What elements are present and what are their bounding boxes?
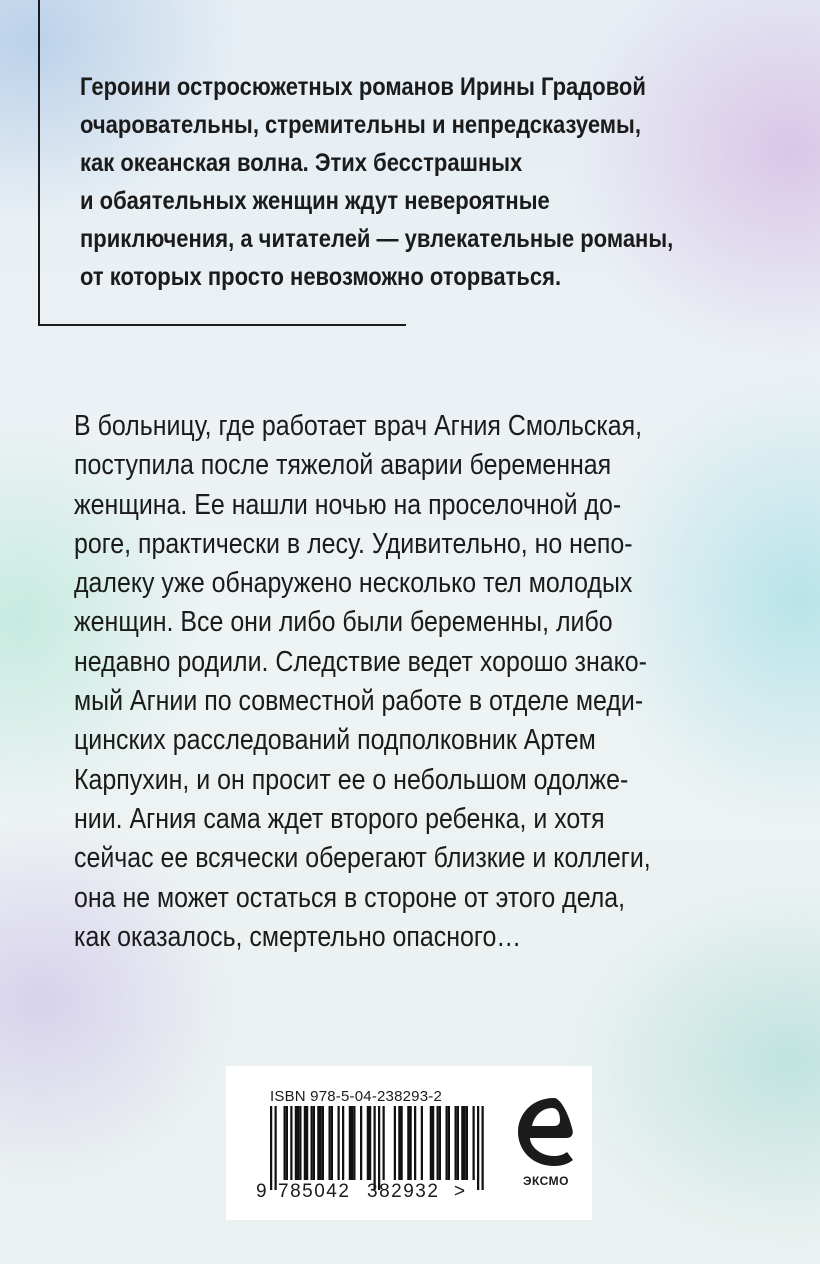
annotation-line: как оказалось, смертельно опасного… [74,920,522,953]
barcode-bar [437,1106,439,1180]
teaser-line: как океанская волна. Этих бесстрашных [80,149,523,177]
annotation-line: сейчас ее всячески оберегают близкие и коллеги, [74,842,651,875]
barcode-bar [421,1106,423,1180]
teaser-line: от которых просто невозможно оторваться. [80,263,562,291]
barcode-bar [448,1106,450,1180]
frame-horizontal-line [38,324,406,326]
barcode-bar [313,1106,315,1180]
barcode-bar [394,1106,396,1180]
barcode-bar [367,1106,369,1180]
barcode-bar [432,1106,434,1180]
barcode-bar [270,1106,272,1190]
teaser-line: очаровательны, стремительны и непредсказуемы, [80,111,641,139]
barcode-bar [401,1106,403,1180]
publisher-logo [510,1092,582,1192]
publisher-name: ЭКСМО [522,1174,570,1188]
isbn-label: ISBN 978-5-04-238293-2 [270,1088,443,1105]
barcode-quiet-mark: > [454,1181,467,1202]
annotation-line: женщин. Все они либо были беременны, либо [74,606,613,639]
barcode-bar [275,1106,277,1190]
barcode-bar [455,1106,457,1180]
barcode-bar [410,1106,412,1180]
barcode-bar [290,1106,292,1180]
barcode-bar [414,1106,416,1180]
barcode-bar [351,1106,353,1180]
barcode-bar [338,1106,340,1180]
barcode-bar [482,1106,484,1190]
eksmo-wave-icon [510,1092,582,1172]
barcode-bar [398,1106,400,1180]
barcode-bar [374,1106,376,1190]
barcode-bar [446,1106,448,1180]
barcode-bar [349,1106,351,1180]
barcode-bar [439,1106,441,1180]
book-annotation [74,407,820,957]
teaser-line: и обаятельных женщин ждут невероятные [80,187,550,215]
teaser-line: приключения, а читателей — увлекательные романы, [80,225,674,253]
teaser-line: Героини остросюжетных романов Ирины Градовой [80,73,646,101]
barcode-bar [477,1106,479,1190]
barcode-bar [430,1106,432,1180]
barcode-bar [466,1106,468,1180]
barcode-bar [297,1106,299,1180]
barcode-bar [331,1106,333,1180]
barcode-bar [369,1106,371,1180]
barcode-bar [320,1106,322,1180]
barcode-first-digit: 9 [256,1181,269,1202]
annotation-line: нии. Агния сама ждет второго ребенка, и хотя [74,802,605,835]
series-teaser [80,68,780,296]
annotation-line: далеку уже обнаружено несколько тел молодых [74,567,633,600]
annotation-line: женщина. Ее нашли ночью на проселочной до- [74,488,622,521]
barcode-bar [461,1106,463,1180]
barcode-bar [378,1106,380,1190]
barcode-bar [306,1106,308,1180]
barcode-bar [464,1106,466,1180]
barcode-bar [284,1106,286,1180]
annotation-line: недавно родили. Следствие ведет хорошо знако- [74,645,647,678]
barcode-bar [383,1106,385,1180]
barcode-right-digits: 382932 [367,1181,440,1202]
barcode-bar [317,1106,319,1180]
barcode-bar [299,1106,301,1180]
frame-vertical-line [38,0,40,326]
annotation-line: В больницу, где работает врач Агния Смольская, [74,410,643,442]
logo-glyph [518,1098,573,1166]
barcode-bar [473,1106,475,1180]
barcode-bar [322,1106,324,1180]
barcode-bar [311,1106,313,1180]
annotation-line: мый Агнии по совместной работе в отделе меди- [74,685,644,718]
barcode-left-digits: 785042 [278,1181,351,1202]
annotation-line: Карпухин, и он просит ее о небольшом одолже- [74,763,629,796]
barcode-bar [304,1106,306,1180]
annotation-line: роге, практически в лесу. Удивительно, но непо- [74,527,633,560]
barcode-bar [286,1106,288,1180]
barcode-bar [457,1106,459,1180]
barcode-bar [360,1106,362,1180]
barcode-bar [342,1106,344,1180]
annotation-line: цинских расследований подполковник Артем [74,724,596,757]
barcode-bar [407,1106,409,1180]
barcode-bar [295,1106,297,1180]
barcode-bar [329,1106,331,1180]
barcode-bar [353,1106,355,1180]
annotation-line: она не может остаться в стороне от этого дела, [74,881,626,914]
annotation-line: поступила после тяжелой аварии беременная [74,449,612,482]
